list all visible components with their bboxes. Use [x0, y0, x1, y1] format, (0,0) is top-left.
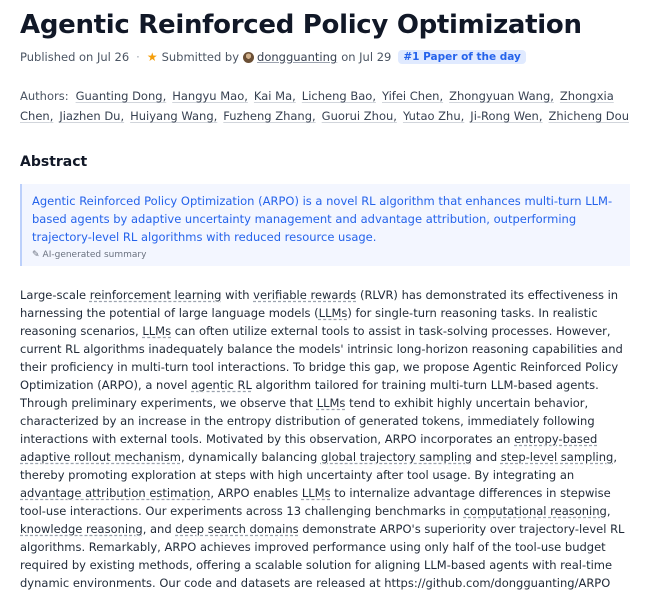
abstract-body	[20, 286, 625, 592]
abstract-text: Large-scale	[20, 288, 90, 302]
author-link[interactable]: Kai Ma ,	[254, 89, 296, 103]
authors-label: Authors:	[20, 89, 69, 103]
submitted-date: on Jul 29	[341, 50, 392, 64]
keyword-link[interactable]: entropy-based adaptive rollout mechanism	[20, 432, 598, 464]
author-link[interactable]: Guorui Zhou ,	[322, 109, 397, 123]
keyword-link[interactable]: LLMs	[318, 306, 348, 320]
author-link[interactable]: Jiazhen Du ,	[59, 109, 124, 123]
abstract-text: ) for single-turn reasoning tasks. In realistic reasoning scenarios,	[20, 306, 598, 338]
author-link[interactable]: Zhicheng Dou	[548, 109, 629, 123]
abstract-text: , and	[142, 522, 176, 536]
author-link[interactable]: Licheng Bao ,	[302, 89, 376, 103]
abstract-text: to internalize advantage differences in stepwise tool-use interactions. Our experiments across 13 challenging benchmarks in	[20, 486, 611, 518]
author-link[interactable]: Hangyu Mao ,	[172, 89, 248, 103]
meta-separator: ·	[136, 50, 140, 64]
submitted-by-label: Submitted by	[161, 50, 240, 64]
ai-summary-label: AI-generated summary	[42, 250, 147, 260]
submitter-link[interactable]: dongguanting	[257, 50, 338, 64]
keyword-link[interactable]: LLMs	[142, 324, 172, 338]
author-link[interactable]: Zhongyuan Wang ,	[449, 89, 554, 103]
abstract-text: (RLVR) has demonstrated its effectiveness in harnessing the potential of large language models (	[20, 288, 619, 320]
abstract-text: and	[471, 450, 501, 464]
avatar[interactable]	[243, 52, 254, 63]
author-link[interactable]: Guanting Dong ,	[76, 89, 167, 103]
keyword-link[interactable]: LLMs	[316, 396, 346, 410]
keyword-link[interactable]: global trajectory sampling	[320, 450, 472, 464]
abstract-text: , dynamically balancing	[180, 450, 321, 464]
abstract-text: tend to exhibit highly uncertain behavior, characterized by an increase in the entropy distribution of generated tokens, immediately following interactions with external tools. Motivated by this observation, ARPO incorporates an	[20, 396, 595, 446]
keyword-link[interactable]: LLMs	[301, 486, 331, 500]
paper-meta	[20, 50, 661, 64]
abstract-text: with	[221, 288, 254, 302]
author-link[interactable]: Fuzheng Zhang ,	[223, 109, 315, 123]
published-date: Published on Jul 26	[20, 50, 130, 64]
keyword-link[interactable]: verifiable rewards	[253, 288, 357, 302]
keyword-link[interactable]: knowledge reasoning	[20, 522, 143, 536]
author-link[interactable]: Yutao Zhu ,	[403, 109, 464, 123]
abstract-text: can often utilize external tools to assist in task-solving processes. However, current RL algorithms inadequately balance the models' intrinsic long-horizon reasoning capabilities and their proficiency in multi-turn tool interactions. To bridge this gap, we propose Agentic Reinforced Policy Optimization (ARPO), a novel	[20, 324, 623, 392]
paper-of-day-badge[interactable]: #1 Paper of the day	[398, 50, 526, 64]
keyword-link[interactable]: advantage attribution estimation	[20, 486, 211, 500]
author-link[interactable]: Yifei Chen ,	[382, 89, 443, 103]
keyword-link[interactable]: computational reasoning	[463, 504, 607, 518]
magic-wand-icon: ✎	[32, 250, 40, 260]
keyword-link[interactable]: reinforcement learning	[89, 288, 222, 302]
star-icon: ★	[146, 50, 158, 64]
abstract-heading: Abstract	[20, 154, 88, 170]
abstract-text: algorithm tailored for training multi-turn LLM-based agents. Through preliminary experiments, we observe that	[20, 378, 599, 410]
paper-title: Agentic Reinforced Policy Optimization	[20, 10, 582, 40]
keyword-link[interactable]: step-level sampling	[500, 450, 614, 464]
keyword-link[interactable]: agentic RL	[191, 378, 252, 392]
abstract-text: , thereby promoting exploration at steps with high uncertainty after tool usage. By integrating an	[20, 450, 617, 482]
keyword-link[interactable]: deep search domains	[175, 522, 299, 536]
ai-summary-note	[32, 250, 622, 260]
author-link[interactable]: Ji-Rong Wen ,	[470, 109, 542, 123]
authors-list	[20, 86, 645, 126]
ai-summary-text: Agentic Reinforced Policy Optimization (ARPO) is a novel RL algorithm that enhances multi-turn LLM-based agents by adaptive uncertainty management and advantage attribution, outperforming trajectory-level RL algorithms with reduced resource usage.	[32, 194, 613, 244]
abstract-text: , ARPO enables	[210, 486, 302, 500]
abstract-text: ,	[606, 504, 611, 518]
author-link[interactable]: Huiyang Wang ,	[130, 109, 217, 123]
author-link[interactable]: Zhongxia Chen ,	[20, 89, 614, 123]
ai-summary-box	[20, 184, 630, 266]
abstract-text: demonstrate ARPO's superiority over trajectory-level RL algorithms. Remarkably, ARPO achieves improved performance using only half of the tool-use budget required by existing methods, offering a scalable solution for aligning LLM-based agents with real-time dynamic environments. Our code and datasets are released at https://github.com/dongguanting/ARPO	[20, 522, 625, 590]
